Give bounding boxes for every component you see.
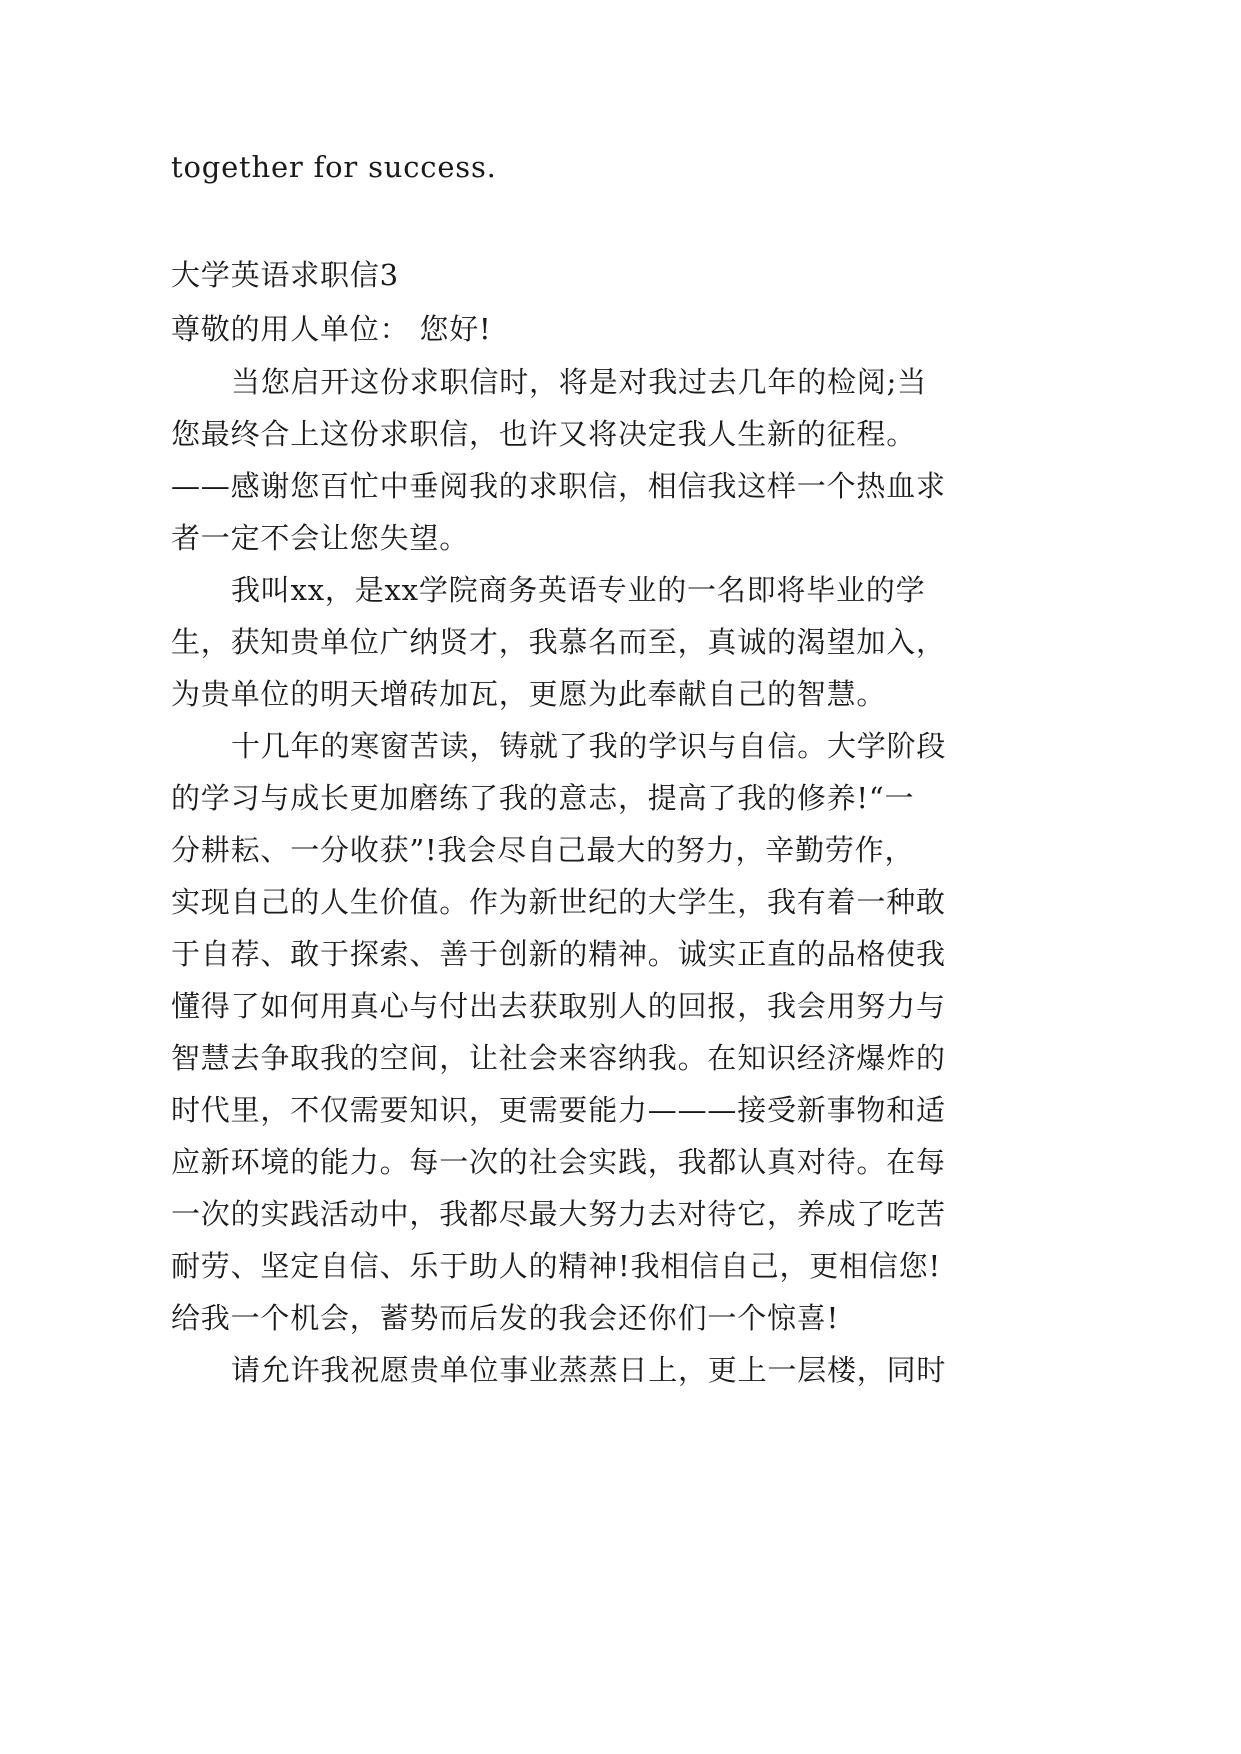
paragraph-line: 给我一个机会，蓄势而后发的我会还你们一个惊喜!: [171, 1301, 840, 1335]
paragraph-line: 分耕耘、一分收获”!我会尽自己最大的努力，辛勤劳作，: [171, 833, 915, 867]
paragraph-line: 时代里，不仅需要知识，更需要能力———接受新事物和适: [171, 1093, 946, 1127]
paragraph-line: 于自荐、敢于探索、善于创新的精神。诚实正直的品格使我: [171, 937, 946, 971]
paragraph-line: 我叫xx，是xx学院商务英语专业的一名即将毕业的学: [231, 573, 926, 607]
section-heading: 大学英语求职信3: [171, 258, 399, 292]
paragraph-line: 生，获知贵单位广纳贤才，我慕名而至，真诚的渴望加入，: [171, 625, 946, 659]
paragraph-line: 十几年的寒窗苦读，铸就了我的学识与自信。大学阶段: [231, 729, 947, 763]
paragraph-line: 懂得了如何用真心与付出去获取别人的回报，我会用努力与: [171, 989, 946, 1023]
paragraph-line: 者一定不会让您失望。: [171, 521, 470, 555]
paragraph-line: 实现自己的人生价值。作为新世纪的大学生，我有着一种敢: [171, 885, 946, 919]
paragraph-line: 应新环境的能力。每一次的社会实践，我都认真对待。在每: [171, 1145, 946, 1179]
paragraph-line: 耐劳、坚定自信、乐于助人的精神!我相信自己，更相信您!: [171, 1249, 941, 1283]
salutation-line: 尊敬的用人单位： 您好!: [171, 312, 492, 346]
paragraph-line: 请允许我祝愿贵单位事业蒸蒸日上，更上一层楼，同时: [231, 1353, 947, 1387]
paragraph-line: 的学习与成长更加磨练了我的意志，提高了我的修养!“一: [171, 781, 915, 815]
closing-english-line: together for success.: [171, 150, 497, 184]
paragraph-line: ——感谢您百忙中垂阅我的求职信，相信我这样一个热血求: [171, 469, 946, 503]
paragraph-line: 为贵单位的明天增砖加瓦，更愿为此奉献自己的智慧。: [171, 677, 887, 711]
paragraph-line: 一次的实践活动中，我都尽最大努力去对待它，养成了吃苦: [171, 1197, 946, 1231]
paragraph-line: 当您启开这份求职信时，将是对我过去几年的检阅;当: [231, 365, 927, 399]
paragraph-line: 您最终合上这份求职信，也许又将决定我人生新的征程。: [171, 417, 917, 451]
paragraph-line: 智慧去争取我的空间，让社会来容纳我。在知识经济爆炸的: [171, 1041, 946, 1075]
